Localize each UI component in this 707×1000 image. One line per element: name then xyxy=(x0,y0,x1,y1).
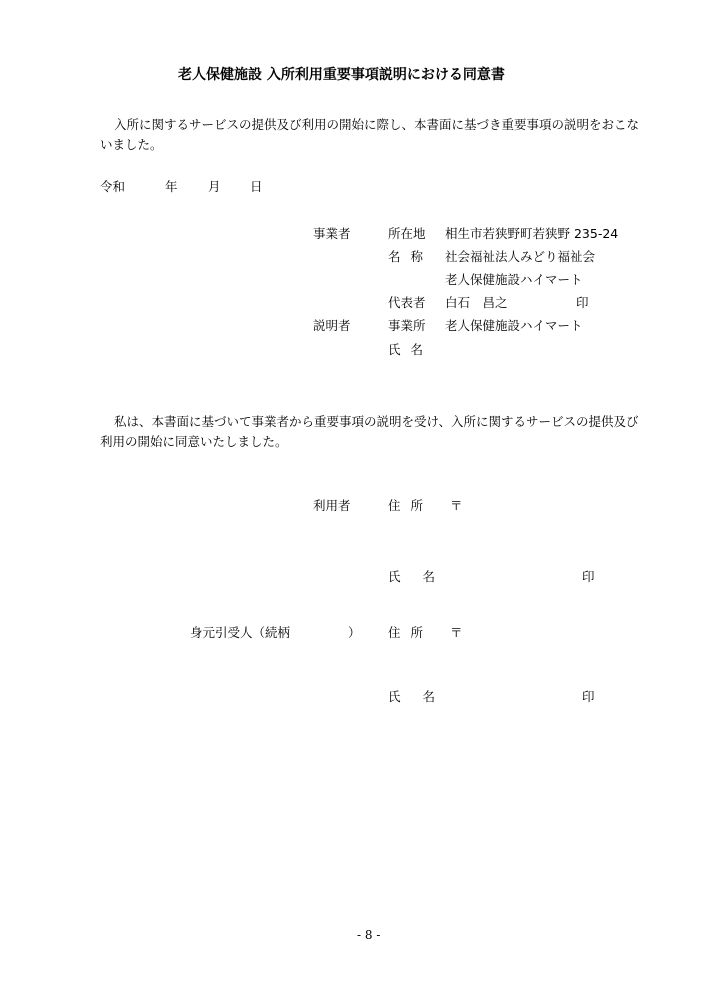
page-number: - 8 - xyxy=(357,928,381,942)
guarantor-address-label: 住 所 xyxy=(388,625,423,640)
explainer-name-label: 氏 名 xyxy=(388,342,423,357)
provider-seal: 印 xyxy=(576,295,589,310)
provider-address-label: 所在地 xyxy=(388,226,426,241)
guarantor-close-paren: ） xyxy=(348,625,361,640)
user-postal-mark: 〒 xyxy=(450,498,463,513)
explainer-office-label: 事業所 xyxy=(388,318,426,333)
user-seal: 印 xyxy=(582,569,595,584)
provider-rep-name: 白石 昌之 xyxy=(445,295,508,310)
date-era: 令和 xyxy=(100,179,126,194)
provider-label: 事業者 xyxy=(313,226,351,241)
provider-rep-label: 代表者 xyxy=(388,295,426,310)
guarantor-name-label: 氏 名 xyxy=(388,689,435,704)
explainer-office: 老人保健施設ハイマート xyxy=(445,318,583,333)
date-month: 月 xyxy=(208,179,221,194)
date-year: 年 xyxy=(165,179,178,194)
consent-paragraph: 私は、本書面に基づいて事業者から重要事項の説明を受け、入所に関するサービスの提供及び利用の開始に同意いたしました。 xyxy=(100,414,639,449)
document-title: 老人保健施設 入所利用重要事項説明における同意書 xyxy=(178,67,505,83)
user-label: 利用者 xyxy=(313,498,351,513)
date-day: 日 xyxy=(250,179,263,194)
user-address-label: 住 所 xyxy=(388,498,423,513)
user-name-label: 氏 名 xyxy=(388,569,435,584)
provider-name-line1: 社会福祉法人みどり福祉会 xyxy=(445,249,596,264)
provider-name-line2: 老人保健施設ハイマート xyxy=(445,272,583,287)
guarantor-label: 身元引受人（続柄 xyxy=(190,625,291,640)
provider-name-label: 名 称 xyxy=(388,249,423,264)
explainer-label: 説明者 xyxy=(313,318,351,333)
provider-address: 相生市若狭野町若狭野 235-24 xyxy=(445,226,619,241)
intro-paragraph: 入所に関するサービスの提供及び利用の開始に際し、本書面に基づき重要事項の説明をおこないました。 xyxy=(100,117,640,152)
guarantor-postal-mark: 〒 xyxy=(450,625,463,640)
guarantor-seal: 印 xyxy=(582,689,595,704)
